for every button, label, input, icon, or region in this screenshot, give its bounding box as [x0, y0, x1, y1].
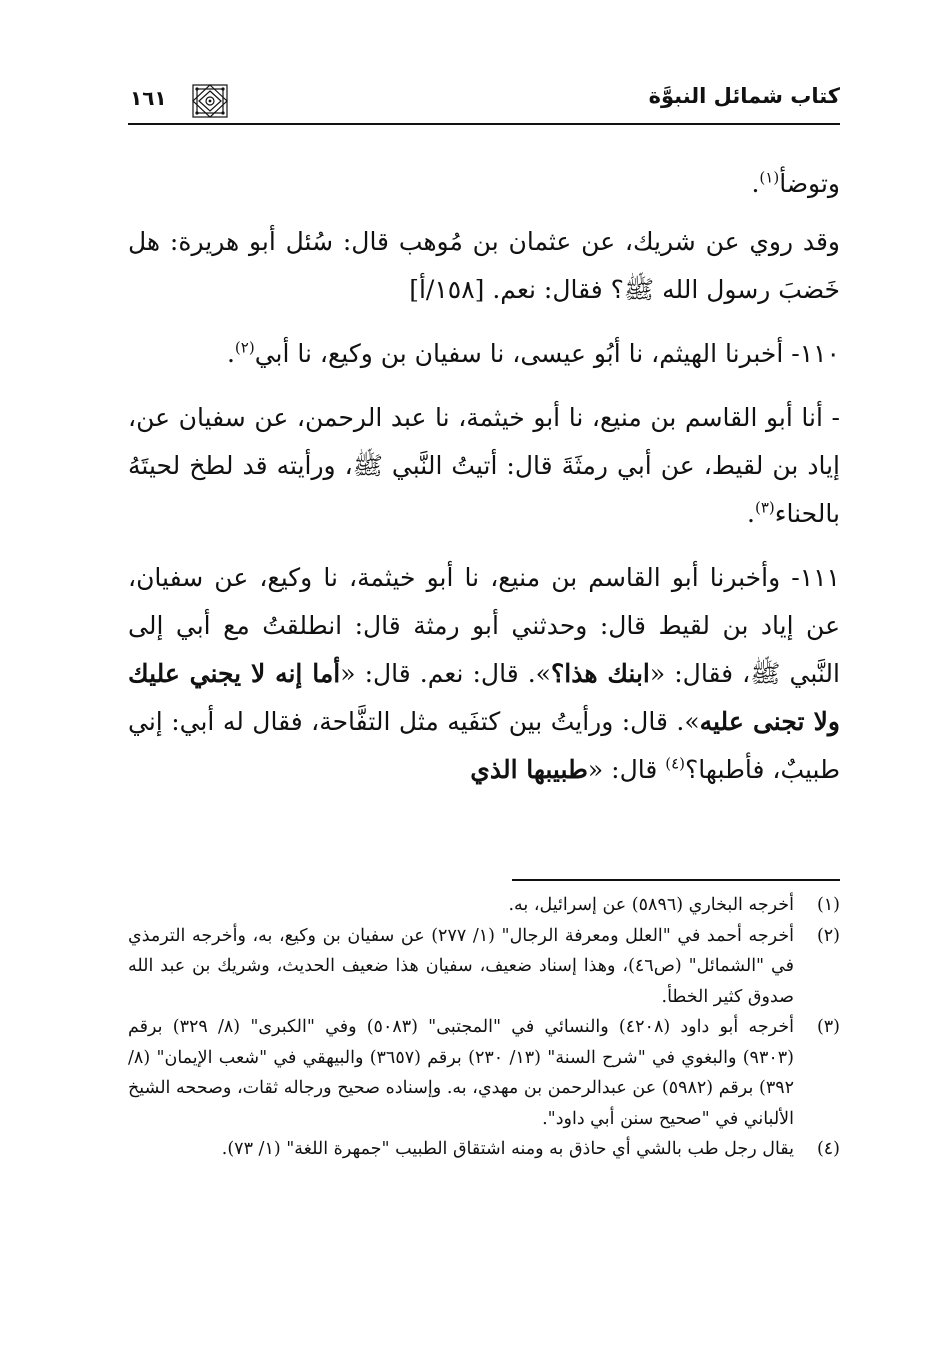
- footnote-1: [128, 890, 840, 921]
- paragraph-5-text-4: قال: «: [587, 755, 666, 784]
- header-rule: [128, 123, 840, 125]
- paragraph-4-text: - أنا أبو القاسم بن منيع، نا أبو خيثمة، نا عبد الرحمن، عن سفيان عن، إياد بن لقيط، عن أبي رمثَةَ قال: أتيتُ النَّبي ﷺ، ورأيته قد لطخ لحيتَهُ بالحناء: [128, 403, 840, 528]
- footnotes: [128, 890, 840, 1165]
- hadith-quote-2: أما إنه لا يجني عليك ولا تجنى عليه: [128, 659, 840, 736]
- footnote-number: (٣): [816, 1017, 840, 1037]
- running-header: [128, 78, 840, 126]
- hadith-quote-3: طبيبها الذي: [470, 755, 588, 784]
- paragraph-5-text-3: ». قال: ورأيتُ بين كتفَيه مثل التفَّاحة، فقال له أبي: إني طبيبٌ، فأطبها؟: [128, 707, 840, 784]
- footnote-4: [128, 1134, 840, 1165]
- paragraph-5-text-1: ١١١- وأخبرنا أبو القاسم بن منيع، نا أبو خيثمة، نا وكيع، عن سفيان، عن إياد بن لقيط قال: وحدثني أبو رمثة قال: انطلقتُ مع أبي إلى النَّبي ﷺ، فقال: «: [128, 563, 840, 688]
- arabesque-ornament-icon: [190, 82, 230, 120]
- footnote-ref-2[interactable]: (٢): [234, 338, 255, 357]
- footnote-number: (١): [816, 895, 840, 915]
- paragraph-4-end: .: [747, 499, 755, 528]
- footnote-number: (٤): [816, 1139, 840, 1159]
- footnote-text: يقال رجل طب بالشي أي حاذق به ومنه اشتقاق الطبيب "جمهرة اللغة" (١/ ٧٣).: [221, 1139, 794, 1159]
- paragraph-3: [128, 330, 840, 378]
- footnote-ref-4[interactable]: (٤): [665, 754, 686, 773]
- footnote-text: أخرجه أحمد في "العلل ومعرفة الرجال" (١/ ٢٧٧) عن سفيان بن وكيع، به، وأخرجه الترمذي في "الشمائل" (ص٤٦)، وهذا إسناد ضعيف، سفيان هذا ضعيف الحديث، وشريك بن عبد الله صدوق كثير الخطأ.: [128, 925, 794, 1007]
- footnote-number: (٢): [816, 925, 840, 946]
- hadith-quote-1: ابنك هذا؟: [550, 659, 650, 688]
- footnote-text: أخرجه أبو داود (٤٢٠٨) والنسائي في "المجتبى" (٥٠٨٣) وفي "الكبرى" (٨/ ٣٢٩) برقم (٩٣٠٣) والبغوي في "شرح السنة" (١٣/ ٢٣٠) برقم (٣٦٥٧) والبيهقي في "شعب الإيمان" (٨/ ٣٩٢) برقم (٥٩٨٢) عن عبدالرحمن بن مهدي، به. وإسناده صحيح ورجاله ثقات، وصححه الشيخ الألباني في "صحيح سنن أبي داود".: [128, 1017, 795, 1129]
- paragraph-5-text-2: ». قال: نعم. قال: «: [340, 659, 551, 688]
- footnote-separator: [512, 879, 840, 881]
- paragraph-3-end: .: [226, 339, 235, 368]
- paragraph-1-text: وتوضأ: [779, 169, 840, 198]
- footnote-text: أخرجه البخاري (٥٨٩٦) عن إسرائيل، به.: [508, 895, 794, 915]
- main-text: [128, 160, 840, 810]
- paragraph-1: [128, 160, 840, 208]
- footnote-ref-1[interactable]: (١): [759, 168, 780, 187]
- paragraph-3-text: ١١٠- أخبرنا الهيثم، نا أبُو عيسى، نا سفيان بن وكيع، نا أبي: [254, 339, 840, 368]
- page-number: ١٦١: [130, 86, 167, 110]
- footnote-ref-3[interactable]: (٣): [754, 498, 775, 517]
- paragraph-4: [128, 394, 840, 538]
- footnote-2: [128, 921, 840, 1013]
- footnote-3: [128, 1012, 840, 1134]
- paragraph-2: وقد روي عن شريك، عن عثمان بن مُوهب قال: سُئل أبو هريرة: هل خَضبَ رسول الله ﷺ؟ فقال: نعم. [١٥٨/أ]: [128, 227, 840, 304]
- paragraph-5: [128, 554, 840, 794]
- paragraph-1-end: .: [751, 169, 760, 198]
- header-title: كتاب شمائل النبوَّة: [648, 84, 840, 108]
